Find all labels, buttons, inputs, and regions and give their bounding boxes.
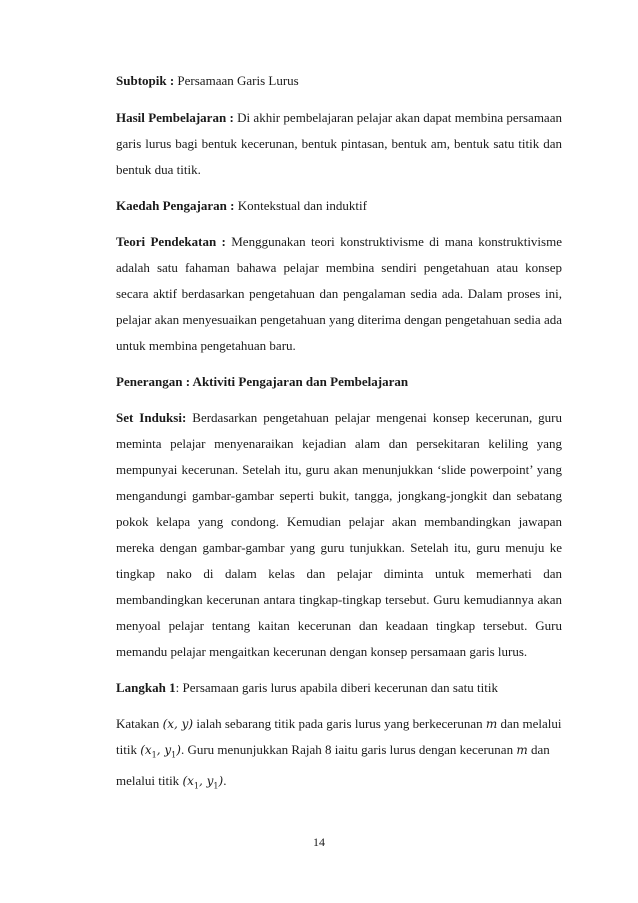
katakan-text-4: . Guru menunjukkan Rajah 8 iaitu garis lurus dengan kecerunan [180, 742, 517, 757]
math-gradient-m: m [485, 717, 498, 731]
math-sub: 1 [171, 750, 177, 760]
katakan-text-3: dan melalui titik [116, 716, 562, 757]
kaedah-pengajaran-label: Kaedah Pengajaran : [116, 198, 235, 213]
math-sub: 1 [193, 781, 199, 791]
math-close: ) [176, 743, 181, 757]
kaedah-pengajaran-paragraph [116, 193, 562, 219]
langkah-1-label: Langkah 1 [116, 680, 176, 695]
math-close: ) [218, 774, 224, 789]
math-sub: 1 [151, 750, 157, 760]
math-mid: , y [156, 743, 172, 757]
hasil-pembelajaran-paragraph [116, 105, 562, 183]
set-induksi-label: Set Induksi: [116, 410, 187, 425]
math-sub: 1 [213, 781, 219, 791]
math-open: (x [182, 774, 194, 789]
teori-pendekatan-paragraph [116, 229, 562, 359]
math-point-x1y1 [140, 743, 181, 760]
math-mid: , y [198, 774, 214, 789]
kaedah-pengajaran-text: Kontekstual dan induktif [234, 198, 367, 213]
subtopik-paragraph [116, 68, 562, 94]
math-point-xy: (x, y) [162, 717, 194, 731]
math-gradient-m: m [516, 743, 528, 757]
katakan-paragraph [116, 711, 562, 800]
set-induksi-text: Berdasarkan pengetahuan pelajar mengenai konsep kecerunan, guru meminta pelajar menyenaraikan kejadian alam dan persekitaran keliling yang mempunyai kecerunan. Setelah itu, guru akan menunjukkan ‘slide powerpoint’ yang mengandungi gambar-gambar seperti bukit, tangga, jongkang-jongkit dan sebatang pokok kelapa yang condong. Kemudian pelajar akan membandingkan jawapan mereka dengan gambar-gambar yang guru tunjukkan. Setelah itu, guru menuju ke tingkap nako di dalam kelas dan pelajar diminta untuk memerhati dan membandingkan kecerunan antara tingkap-tingkap tersebut. Guru kemudiannya akan menyoal pelajar tentang kaitan kecerunan dan keadaan tingkap tersebut. Guru memandu pelajar mengaitkan kecerunan dengan konsep persamaan garis lurus. [116, 410, 563, 659]
katakan-text-5: dan melalui titik [116, 742, 550, 789]
document-body [116, 68, 562, 800]
teori-pendekatan-label: Teori Pendekatan : [116, 234, 226, 249]
katakan-text-2: ialah sebarang titik pada garis lurus yang berkecerunan [193, 716, 486, 731]
subtopik-text: Persamaan Garis Lurus [174, 73, 299, 88]
penerangan-heading: Penerangan : Aktiviti Pengajaran dan Pembelajaran [116, 374, 409, 389]
langkah-1-paragraph [116, 675, 562, 701]
subtopik-label: Subtopik : [116, 73, 175, 88]
katakan-text-1: Katakan [116, 716, 163, 731]
math-point-x1y1 [182, 774, 224, 791]
set-induksi-paragraph [116, 405, 562, 665]
hasil-pembelajaran-text: Di akhir pembelajaran pelajar akan dapat membina persamaan garis lurus bagi bentuk kecerunan, bentuk pintasan, bentuk am, bentuk satu titik dan bentuk dua titik. [116, 110, 562, 177]
langkah-1-text: : Persamaan garis lurus apabila diberi kecerunan dan satu titik [175, 680, 498, 695]
hasil-pembelajaran-label: Hasil Pembelajaran : [116, 110, 234, 125]
katakan-text-6: . [223, 773, 227, 789]
teori-pendekatan-text: Menggunakan teori konstruktivisme di mana konstruktivisme adalah satu fahaman bahawa pelajar membina sendiri pengetahuan atau konsep secara aktif berdasarkan pengetahuan dan pengalaman sedia ada. Dalam proses ini, pelajar akan menyesuaikan pengetahuan yang diterima dengan pengetahuan sedia ada untuk membina pengetahuan baru. [116, 234, 562, 353]
math-open: (x [140, 743, 152, 757]
page-number: 14 [313, 835, 325, 849]
